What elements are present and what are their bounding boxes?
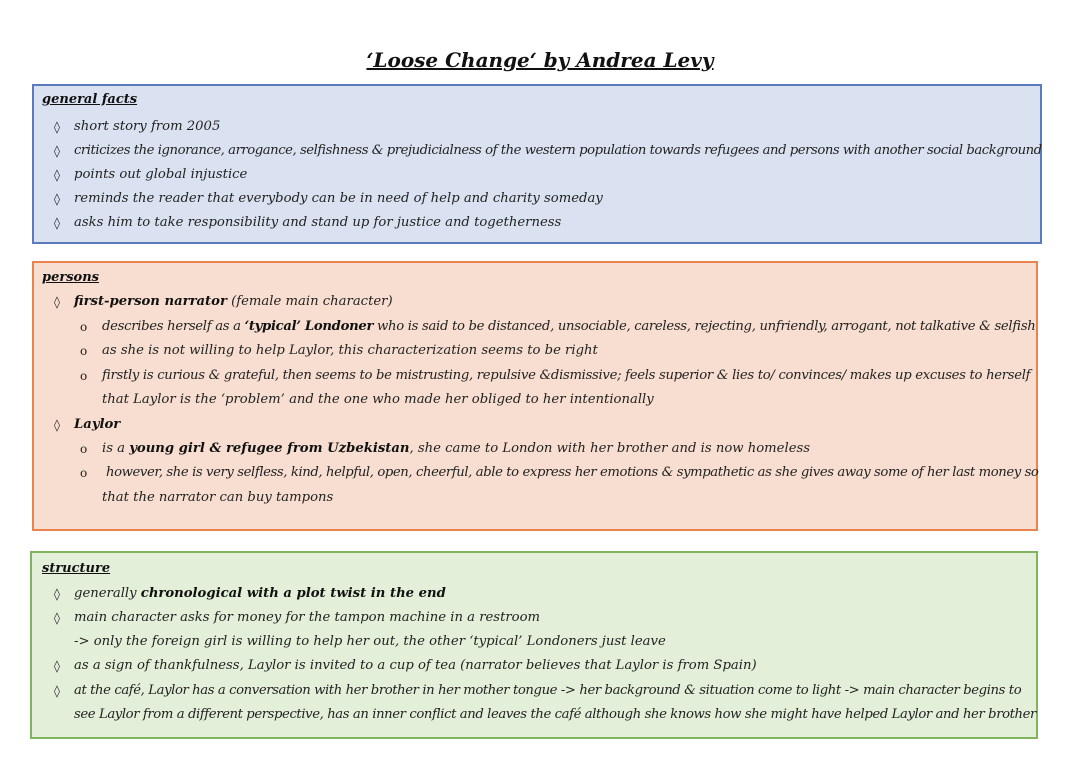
narrator-note: (female main character): [226, 294, 393, 309]
laylor-detail: however, she is very selfless, kind, helpful, open, cheerful, able to express her emotions & sympathetic as she gives away some of her last money so: [106, 465, 1039, 480]
circle-bullet-icon: o: [80, 344, 88, 358]
laylor-detail: is a young girl & refugee from Uzbekistan, she came to London with her brother and is now homeless: [102, 441, 811, 456]
diamond-bullet-icon: ◊: [54, 120, 60, 134]
narrator-detail-continued: that Laylor is the ‘problem’ and the one who made her obliged to her intentionally: [102, 392, 654, 407]
general-fact-item: short story from 2005: [74, 119, 221, 134]
general-fact-item: reminds the reader that everybody can be in need of help and charity someday: [74, 191, 603, 206]
structure-item: main character asks for money for the tampon machine in a restroom: [74, 610, 541, 625]
diamond-bullet-icon: ◊: [54, 216, 60, 230]
page-title: ‘Loose Change‘ by Andrea Levy: [366, 48, 714, 72]
laylor-label: Laylor: [74, 417, 121, 432]
circle-bullet-icon: o: [80, 466, 88, 480]
diamond-bullet-icon: ◊: [54, 611, 60, 625]
persons-heading: persons: [42, 270, 99, 285]
structure-item: at the café, Laylor has a conversation with her brother in her mother tongue -> her background & situation come to light -> main character begins to: [74, 683, 1022, 698]
diamond-bullet-icon: ◊: [54, 168, 60, 182]
diamond-bullet-icon: ◊: [54, 684, 60, 698]
diamond-bullet-icon: ◊: [54, 418, 60, 432]
narrator-detail: as she is not willing to help Laylor, this characterization seems to be right: [102, 343, 598, 358]
laylor-item: [74, 416, 120, 434]
structure-item: as a sign of thankfulness, Laylor is invited to a cup of tea (narrator believes that Laylor is from Spain): [74, 658, 757, 673]
general-fact-item: asks him to take responsibility and stand up for justice and togetherness: [74, 215, 562, 230]
chronological-term: chronological with a plot twist in the end: [140, 586, 446, 601]
diamond-bullet-icon: ◊: [54, 295, 60, 309]
structure-item-continued: -> only the foreign girl is willing to help her out, the other ‘typical’ Londoners just leave: [74, 634, 666, 649]
structure-item-continued: see Laylor from a different perspective, has an inner conflict and leaves the café although she knows how she might have helped Laylor and her brother: [74, 707, 1036, 722]
narrator-detail: firstly is curious & grateful, then seems to be mistrusting, repulsive &dismissive; feels superior & lies to/ convinces/ makes up excuses to herself: [102, 368, 1031, 383]
structure-heading: structure: [42, 561, 111, 576]
diamond-bullet-icon: ◊: [54, 659, 60, 673]
narrator-detail: describes herself as a ‘typical’ Londoner who is said to be distanced, unsociable, careless, rejecting, unfriendly, arrogant, not talkative & selfish: [102, 319, 1036, 334]
laylor-detail-continued: that the narrator can buy tampons: [102, 490, 334, 505]
circle-bullet-icon: o: [80, 442, 88, 456]
circle-bullet-icon: o: [80, 320, 88, 334]
structure-item: generally chronological with a plot twist in the end: [74, 586, 446, 601]
narrator-item: [74, 293, 393, 311]
general-fact-item: points out global injustice: [74, 167, 248, 182]
typical-londoner-term: ‘typical’ Londoner: [244, 319, 374, 334]
circle-bullet-icon: o: [80, 369, 88, 383]
diamond-bullet-icon: ◊: [54, 192, 60, 206]
refugee-term: young girl & refugee from Uzbekistan: [129, 441, 410, 456]
narrator-label: first-person narrator: [74, 294, 227, 309]
general-facts-heading: general facts: [42, 92, 138, 107]
general-fact-item: criticizes the ignorance, arrogance, selfishness & prejudicialness of the western population towards refugees and persons with another social background: [74, 143, 1042, 158]
diamond-bullet-icon: ◊: [54, 587, 60, 601]
diamond-bullet-icon: ◊: [54, 144, 60, 158]
